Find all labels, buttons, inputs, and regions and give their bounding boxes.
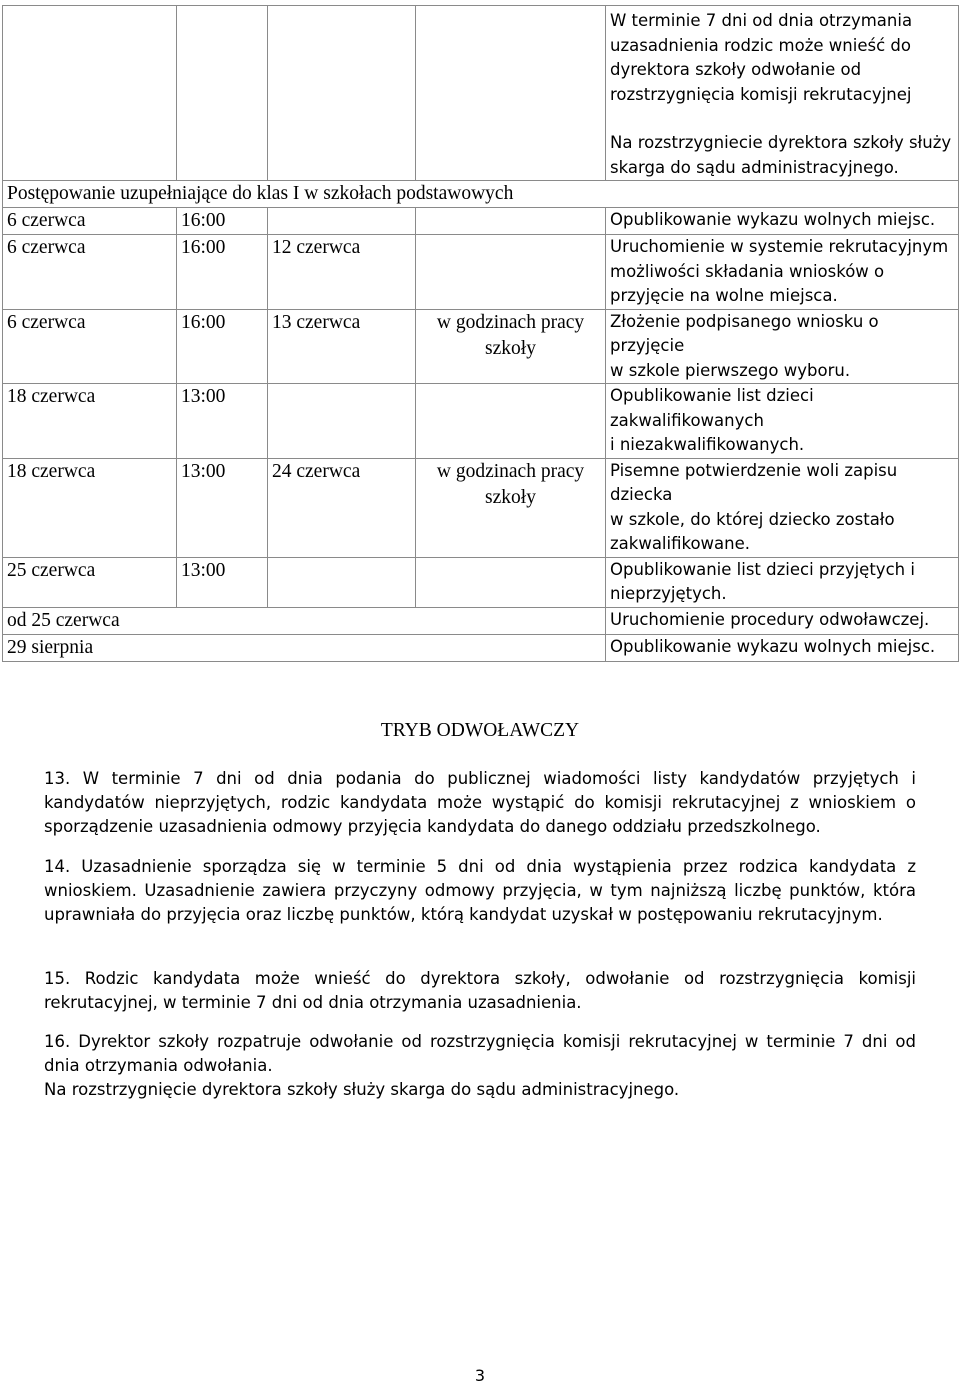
date-from-cell: 6 czerwca [3, 235, 177, 310]
date-from-cell: 29 sierpnia [3, 634, 606, 661]
description-cell: Uruchomienie procedury odwoławczej. [606, 607, 959, 634]
description-cell: Uruchomienie w systemie rekrutacyjnym możliwości składania wniosków o przyjęcie na wolne miejsca. [606, 235, 959, 310]
description-line: Pisemne potwierdzenie woli zapisu dziecka [610, 460, 898, 504]
date-from-cell: 6 czerwca [3, 208, 177, 235]
time-to-cell [416, 235, 606, 310]
date-from-cell: 18 czerwca [3, 458, 177, 557]
date-to-cell: 12 czerwca [268, 235, 416, 310]
date-to-cell [268, 384, 416, 459]
table-row [3, 458, 959, 557]
table-row [3, 208, 959, 235]
time-from-cell: 16:00 [177, 309, 268, 384]
description-line: w szkole pierwszego wyboru. [610, 360, 851, 380]
date-from-cell: 6 czerwca [3, 309, 177, 384]
table-row [3, 384, 959, 459]
date-from-cell: 18 czerwca [3, 384, 177, 459]
table-row [3, 557, 959, 607]
time-to-cell: w godzinach pracy szkoły [416, 309, 606, 384]
paragraph-16-complaint: Na rozstrzygnięcie dyrektora szkoły służy skarga do sądu administracyjnego. [44, 1080, 680, 1099]
description-cell: Opublikowanie list dzieci przyjętych i nieprzyjętych. [606, 557, 959, 607]
description-line: Opublikowanie list dzieci zakwalifikowanych [610, 386, 814, 430]
time-from-cell: 13:00 [177, 557, 268, 607]
section-header: Postępowanie uzupełniające do klas I w szkołach podstawowych [3, 181, 959, 208]
table-row [3, 235, 959, 310]
table-row [3, 634, 959, 661]
empty-cell [3, 6, 177, 181]
appeal-deadline-text: W terminie 7 dni od dnia otrzymania uzasadnienia rodzic może wnieść do dyrektora szkoły odwołanie od rozstrzygnięcia komisji rekrutacyjnej [610, 11, 913, 104]
empty-cell [416, 6, 606, 181]
time-from-cell: 13:00 [177, 458, 268, 557]
date-to-cell [268, 208, 416, 235]
description-line: w szkole, do której dziecko zostało zakwalifikowane. [610, 509, 895, 553]
description-cell [606, 309, 959, 384]
description-cell [606, 458, 959, 557]
empty-cell [177, 6, 268, 181]
paragraph-13: 13. W terminie 7 dni od dnia podania do publicznej wiadomości listy kandydatów przyjętych i kandydatów nieprzyjętych, rodzic kandydata może wystąpić do komisji rekrutacyjnej z wnioskiem o sporządzenie uzasadnienia odmowy przyjęcia kandydata do danego oddziału przedszkolnego. [44, 769, 916, 837]
date-to-cell: 24 czerwca [268, 458, 416, 557]
table-row [3, 607, 959, 634]
section-title: TRYB ODWOŁAWCZY [380, 720, 580, 741]
paragraph-16: 16. Dyrektor szkoły rozpatruje odwołanie od rozstrzygnięcia komisji rekrutacyjnej w terminie 7 dni od dnia otrzymania odwołania. [44, 1032, 916, 1076]
time-to-cell [416, 208, 606, 235]
description-cell [606, 6, 959, 181]
table-row [3, 309, 959, 384]
time-to-cell: w godzinach pracy szkoły [416, 458, 606, 557]
empty-cell [268, 6, 416, 181]
paragraph-15: 15. Rodzic kandydata może wnieść do dyrektora szkoły, odwołanie od rozstrzygnięcia komisji rekrutacyjnej, w terminie 7 dni od dnia otrzymania uzasadnienia. [44, 969, 916, 1013]
date-from-cell: od 25 czerwca [3, 607, 606, 634]
time-from-cell: 16:00 [177, 208, 268, 235]
page-number: 3 [474, 1366, 486, 1385]
paragraph-14: 14. Uzasadnienie sporządza się w terminie 5 dni od dnia wystąpienia przez rodzica kandydata z wnioskiem. Uzasadnienie zawiera przyczyny odmowy przyjęcia, w tym najniższą liczbę punktów, która uprawniała do przyjęcia oraz liczbę punktów, którą kandydat uzyskał w postępowaniu rekrutacyjnym. [44, 857, 916, 925]
date-to-cell: 13 czerwca [268, 309, 416, 384]
time-from-cell: 13:00 [177, 384, 268, 459]
description-cell: Opublikowanie wykazu wolnych miejsc. [606, 634, 959, 661]
time-to-cell [416, 384, 606, 459]
table-row [3, 6, 959, 181]
recruitment-schedule-table [2, 5, 959, 662]
description-line: i niezakwalifikowanych. [610, 435, 805, 454]
date-to-cell [268, 557, 416, 607]
description-cell [606, 384, 959, 459]
description-cell: Opublikowanie wykazu wolnych miejsc. [606, 208, 959, 235]
description-line: Złożenie podpisanego wniosku o przyjęcie [610, 311, 879, 355]
time-to-cell [416, 557, 606, 607]
time-from-cell: 16:00 [177, 235, 268, 310]
complaint-text: Na rozstrzygniecie dyrektora szkoły służy skarga do sądu administracyjnego. [610, 133, 952, 177]
section-header-row [3, 181, 959, 208]
date-from-cell: 25 czerwca [3, 557, 177, 607]
